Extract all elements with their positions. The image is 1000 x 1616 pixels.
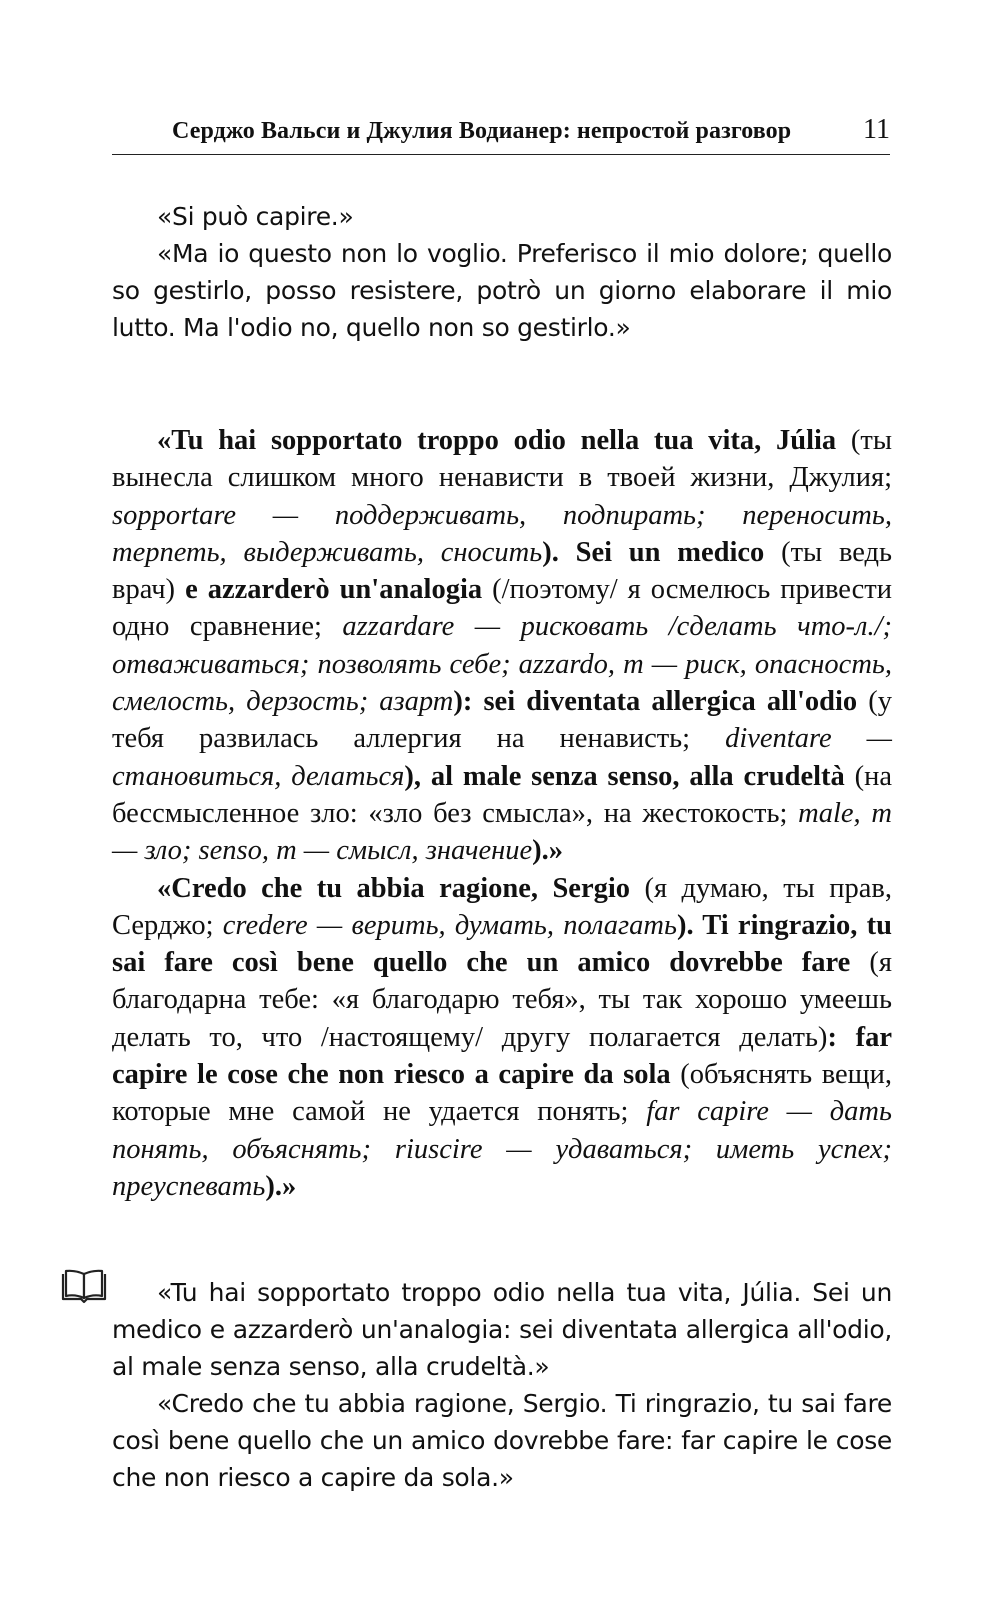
punctuation: ), bbox=[404, 760, 431, 792]
italian-phrase: Ti ringrazio, tu sai fare così bene quello che un amico dovrebbe fare bbox=[112, 909, 892, 979]
vocab-note: diventare — становиться, делаться bbox=[112, 723, 892, 792]
punctuation: ). bbox=[676, 909, 703, 941]
vocab-note: azzardare — рисковать /сделать что-л./; отваживаться; позволять себе; azzardo, m — риск, опасность, смелость, дерзость; азарт bbox=[112, 611, 892, 718]
paragraph: «Si può capire.» bbox=[157, 202, 354, 231]
plain-text-block bbox=[112, 1274, 892, 1496]
annotated-paragraph bbox=[112, 422, 892, 870]
italian-phrase: al male senza senso, alla crudeltà bbox=[430, 760, 845, 792]
translation: (я благодарна тебе: «я благодарю тебя», ты так хорошо умеешь делать то, что /настоящему/ другу полагается делать) bbox=[112, 947, 892, 1053]
translation: (я думаю, ты прав, Серджо; bbox=[112, 872, 892, 941]
vocab-note: male, m — зло; senso, m — смысл, значение bbox=[112, 797, 892, 867]
italian-phrase: «Credo che tu abbia ragione, Sergio bbox=[157, 872, 631, 904]
vocab-note: far capire — дать понять, объяснять; riuscire — удаваться; иметь успех; преуспевать bbox=[112, 1096, 892, 1202]
open-book-icon bbox=[60, 1268, 108, 1304]
running-head bbox=[112, 114, 890, 155]
italian-phrase: : far capire le cose che non riesco a capire da sola bbox=[112, 1021, 892, 1091]
italian-phrase: e azzarderò un'analogia bbox=[185, 574, 483, 606]
paragraph: «Tu hai sopportato troppo odio nella tua vita, Júlia. Sei un medico e azzarderò un'analogia: sei diventata allergica all'odio, al male senza senso, alla crudeltà.» bbox=[112, 1278, 892, 1381]
translation: (на бессмысленное зло: «зло без смысла», на жестокость; bbox=[112, 760, 892, 829]
annotated-text-block bbox=[112, 422, 892, 1205]
italian-phrase: «Tu hai sopportato troppo odio nella tua vita, Júlia bbox=[157, 425, 837, 456]
italian-phrase: sei diventata allergica all'odio bbox=[483, 686, 858, 718]
paragraph: «Credo che tu abbia ragione, Sergio. Ti ringrazio, tu sai fare così bene quello che un amico dovrebbe fare: far capire le cose che non riesco a capire da sola.» bbox=[112, 1389, 892, 1492]
translation: (ты вынесла слишком много ненависти в твоей жизни, Джулия; bbox=[112, 425, 892, 494]
punctuation: ): bbox=[453, 686, 484, 718]
translation: (объяснять вещи, которые мне самой не удается понять; bbox=[112, 1059, 892, 1128]
translation: (/поэтому/ я осмелюсь привести одно сравнение; bbox=[112, 574, 892, 643]
running-head-title: Серджо Вальси и Джулия Водианер: непростой разговор bbox=[172, 118, 792, 144]
annotated-paragraph bbox=[112, 870, 892, 1206]
punctuation: ).» bbox=[532, 835, 564, 867]
punctuation: ).» bbox=[265, 1170, 297, 1202]
vocab-note: sopportare — поддерживать, подпирать; переносить, терпеть, выдерживать, сносить bbox=[112, 499, 892, 568]
italian-phrase: Sei un medico bbox=[575, 536, 765, 568]
intro-text-block bbox=[112, 198, 892, 346]
translation: (у тебя развилась аллергия на ненависть; bbox=[112, 686, 892, 755]
punctuation: ). bbox=[542, 536, 576, 568]
page-number: 11 bbox=[863, 114, 890, 145]
vocab-note: credere — верить, думать, полагать bbox=[222, 909, 677, 941]
paragraph: «Ma io questo non lo voglio. Preferisco il mio dolore; quello so gestirlo, posso resistere, potrò un giorno elaborare il mio lutto. Ma l'odio no, quello non so gestirlo.» bbox=[112, 239, 892, 342]
translation: (ты ведь врач) bbox=[112, 536, 892, 606]
